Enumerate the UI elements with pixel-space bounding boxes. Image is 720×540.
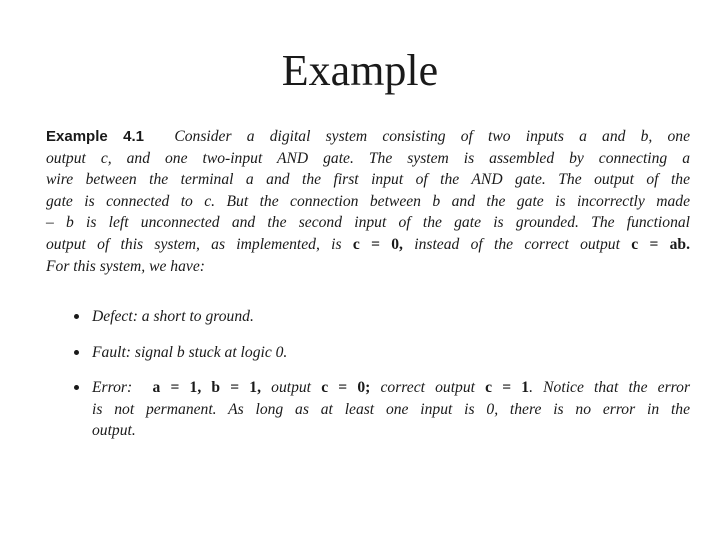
bullet-dot-icon	[74, 385, 79, 390]
example-line-1	[46, 126, 690, 148]
example-line-6	[46, 234, 690, 256]
error-t1: output	[260, 379, 322, 397]
bullet-error	[74, 377, 690, 442]
bullet-fault	[74, 342, 690, 364]
page-title: Example	[281, 46, 439, 95]
example-line-5: – b is left unconnected and the second input of the gate is grounded. The functional	[46, 214, 690, 232]
defect-text: Defect: a short to ground.	[92, 308, 254, 325]
example-line-2: output c, and one two-input AND gate. The system is assembled by connecting a	[46, 149, 690, 167]
example-text-6b: instead of the correct output	[402, 235, 632, 253]
error-label: Error:	[92, 379, 133, 397]
example-line-4: gate is connected to c. But the connection between b and the gate is incorrectly made	[46, 192, 690, 210]
bullet-dot-icon	[74, 350, 79, 355]
math-inputs: a = 1, b = 1,	[152, 379, 261, 397]
example-paragraph	[46, 126, 690, 277]
example-label: Example 4.1	[46, 128, 144, 145]
math-c-equals-0: c = 0,	[352, 235, 403, 253]
error-text	[92, 377, 690, 442]
math-c-equals-ab: c = ab.	[631, 235, 690, 253]
bullet-dot-icon	[74, 314, 79, 319]
error-t2: correct output	[370, 379, 486, 397]
math-correct-output: c = 1	[485, 379, 530, 397]
math-output: c = 0;	[321, 379, 371, 397]
example-text-1: Consider a digital system consisting of two inputs a and b, one	[174, 128, 690, 145]
error-t3: . Notice that the error	[529, 379, 691, 397]
error-line-3: output.	[92, 422, 136, 440]
example-line-3: wire between the terminal a and the first input of the AND gate. The output of the	[46, 171, 690, 189]
bullet-list	[74, 306, 690, 456]
bullet-defect	[74, 306, 690, 328]
example-text-6a: output of this system, as implemented, is	[46, 235, 353, 253]
example-line-7: For this system, we have:	[46, 257, 205, 275]
fault-text: Fault: signal b stuck at logic 0.	[92, 343, 288, 361]
error-line-2: is not permanent. As long as at least one input is 0, there is no error in the	[92, 400, 690, 418]
error-line-1	[92, 377, 690, 399]
